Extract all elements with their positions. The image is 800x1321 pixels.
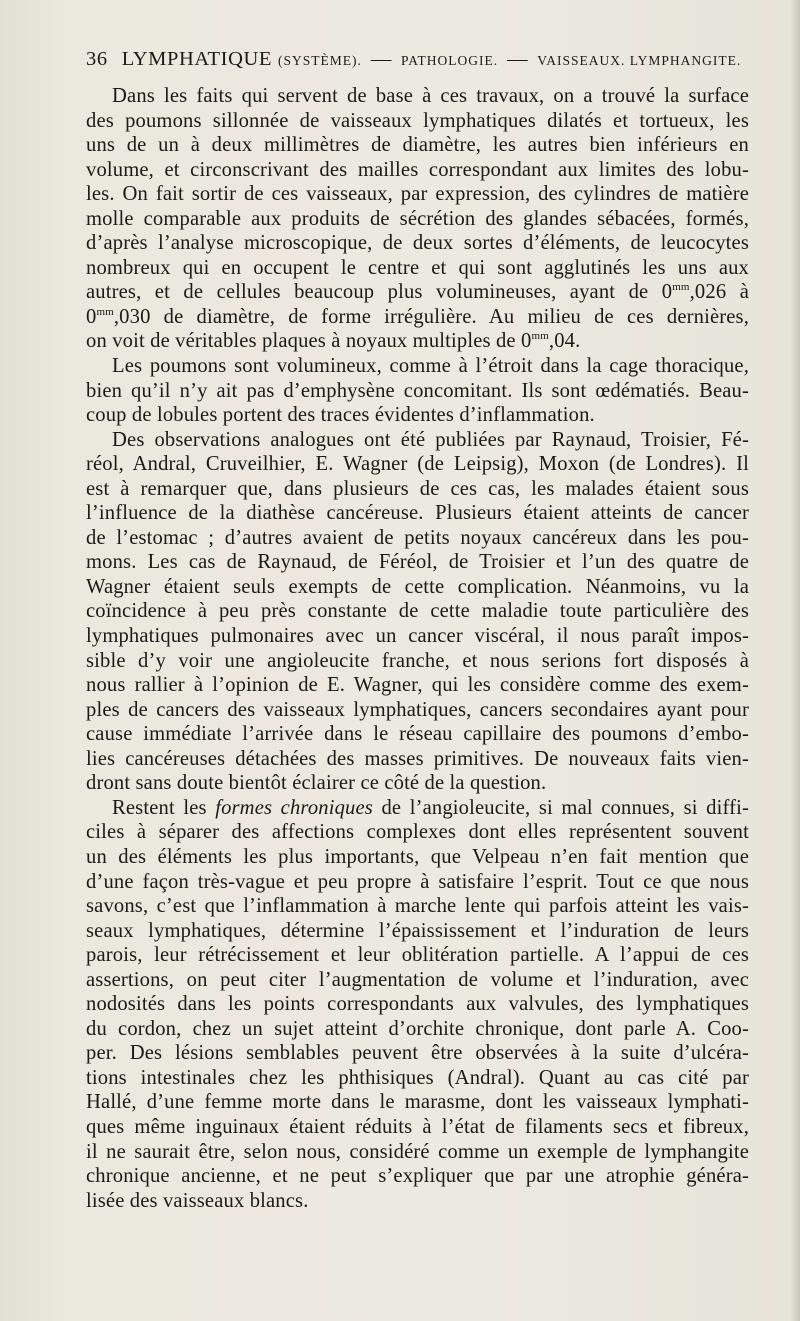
header-subtitle: (SYSTÈME). — [278, 53, 362, 68]
text-line: molle comparable aux produits de sécrétion des glandes sébacées, formés, — [86, 207, 749, 230]
text-line: uns de un à deux millimètres de diamètre, les autres bien inférieurs en — [86, 134, 749, 157]
text-line — [86, 796, 749, 821]
text-line: lymphatiques pulmonaires avec un cancer viscéral, il nous paraît impos- — [86, 625, 749, 648]
text-segment: de l’angioleucite, si mal connues, si diffi- — [372, 796, 750, 819]
italic-term: formes chroniques — [215, 796, 373, 819]
text-line: assertions, on peut citer l’augmentation de volume et l’induration, avec — [86, 968, 749, 991]
text-line: est à remarquer que, dans plusieurs de ces cas, les malades étaient sous — [86, 477, 749, 500]
text-line: de l’estomac ; d’autres avaient de petits noyaux cancéreux dans les pou- — [86, 526, 749, 549]
page-edge-shadow — [790, 0, 800, 1321]
text-line: autres, et de cellules beaucoup plus volumineuses, ayant de $0^{mm},026$ à — [86, 281, 749, 304]
body-text — [86, 84, 749, 1213]
text-line: bien qu’il n’y ait pas d’emphysène concomitant. Ils sont œdématiés. Beau- — [86, 379, 749, 402]
text-line: ques même inguinaux étaient réduits à l’état de filaments secs et fibreux, — [86, 1115, 749, 1138]
text-line: seaux lymphatiques, détermine l’épaississement et l’induration de leurs — [86, 919, 749, 942]
text-line: chronique ancienne, et ne peut s’expliquer que par une atrophie généra- — [86, 1165, 749, 1188]
text-line: cause immédiate l’arrivée dans le réseau capillaire des poumons d’embo- — [86, 723, 749, 746]
unit-superscript: mm — [96, 305, 114, 318]
text-line: ples de cancers des vaisseaux lymphatiques, cancers secondaires ayant pour — [86, 698, 749, 721]
text-line: Des observations analogues ont été publiées par Raynaud, Troisier, Fé- — [112, 428, 749, 451]
text-line: lisée des vaisseaux blancs. — [86, 1189, 309, 1212]
running-head — [86, 48, 742, 76]
text-line: lies cancéreuses détachées des masses primitives. De nouveaux faits vien- — [86, 747, 749, 770]
text-line: coup de lobules portent des traces évidentes d’inflammation. — [86, 404, 595, 427]
text-line: un des éléments les plus importants, que Velpeau n’en fait mention que — [86, 845, 749, 868]
text-line: d’une façon très-vague et peu propre à satisfaire l’esprit. Tout ce que nous — [86, 870, 749, 893]
page-number: 36 — [86, 48, 108, 70]
text-line: réol, Andral, Cruveilhier, E. Wagner (de Leipsig), Moxon (de Londres). Il — [86, 453, 749, 476]
text-line: Hallé, d’une femme morte dans le marasme, dont les vaisseaux lymphati- — [86, 1091, 749, 1114]
text-line: nombreux qui en occupent le centre et qui sont agglutinés les uns aux — [86, 256, 749, 279]
header-title: LYMPHATIQUE — [121, 48, 273, 70]
unit-superscript: mm — [672, 281, 690, 294]
text-segment: Restent les — [112, 796, 216, 819]
text-line: d’après l’analyse microscopique, de deux sortes d’éléments, de leucocytes — [86, 232, 749, 255]
text-line: nous rallier à l’opinion de E. Wagner, qui les considère comme des exem- — [86, 674, 749, 697]
text-line: Wagner étaient seuls exempts de cette complication. Néanmoins, vu la — [86, 575, 749, 598]
text-line: savons, c’est que l’inflammation à marche lente qui parfois atteint les vais- — [86, 895, 749, 918]
text-line: l’influence de la diathèse cancéreuse. Plusieurs étaient atteints de cancer — [86, 502, 749, 525]
text-line: Dans les faits qui servent de base à ces travaux, on a trouvé la surface — [112, 85, 749, 107]
header-subsection: VAISSEAUX. LYMPHANGITE. — [537, 53, 742, 68]
text-line: nodosités dans les points correspondants aux valvules, des lymphatiques — [86, 993, 749, 1016]
text-line: mons. Les cas de Raynaud, de Féréol, de Troisier et l’un des quatre de — [86, 551, 749, 574]
text-line: $0^{mm},030$ de diamètre, de forme irrégulière. Au milieu de ces dernières, — [86, 305, 749, 328]
unit-superscript: mm — [531, 330, 549, 343]
text-line: les. On fait sortir de ces vaisseaux, par expression, des cylindres de matière — [86, 183, 749, 206]
header-section: PATHOLOGIE. — [401, 53, 499, 68]
text-line: volume, et circonscrivant des mailles correspondant aux limites des lobu- — [86, 158, 749, 181]
text-line: per. Des lésions semblables peuvent être observées à la suite d’ulcéra- — [86, 1042, 749, 1065]
text-line: il ne saurait être, selon nous, considéré comme un exemple de lymphangite — [86, 1140, 749, 1163]
text-line: on voit de véritables plaques à noyaux multiples de $0^{mm},04$. — [86, 330, 581, 353]
text-line: coïncidence à peu près constante de cette maladie toute particulière des — [86, 600, 749, 623]
text-line: sible d’y voir une angioleucite franche, et nous serions fort disposés à — [86, 649, 749, 672]
text-line: Les poumons sont volumineux, comme à l’étroit dans la cage thoracique, — [112, 355, 749, 378]
text-line: parois, leur rétrécissement et leur oblitération partielle. A l’appui de ces — [86, 944, 749, 967]
text-line: ciles à séparer des affections complexes dont elles représentent souvent — [86, 821, 749, 844]
text-line: des poumons sillonnée de vaisseaux lymphatiques dilatés et tortueux, les — [86, 109, 749, 132]
text-line: du cordon, chez un sujet atteint d’orchite chronique, dont parle A. Coo- — [86, 1017, 749, 1040]
text-line: tions intestinales chez les phthisiques (Andral). Quant au cas cité par — [86, 1066, 749, 1089]
header-separator: — — [507, 48, 529, 70]
header-separator: — — [370, 48, 393, 70]
text-line: dront sans doute bientôt éclairer ce côté de la question. — [86, 772, 547, 795]
